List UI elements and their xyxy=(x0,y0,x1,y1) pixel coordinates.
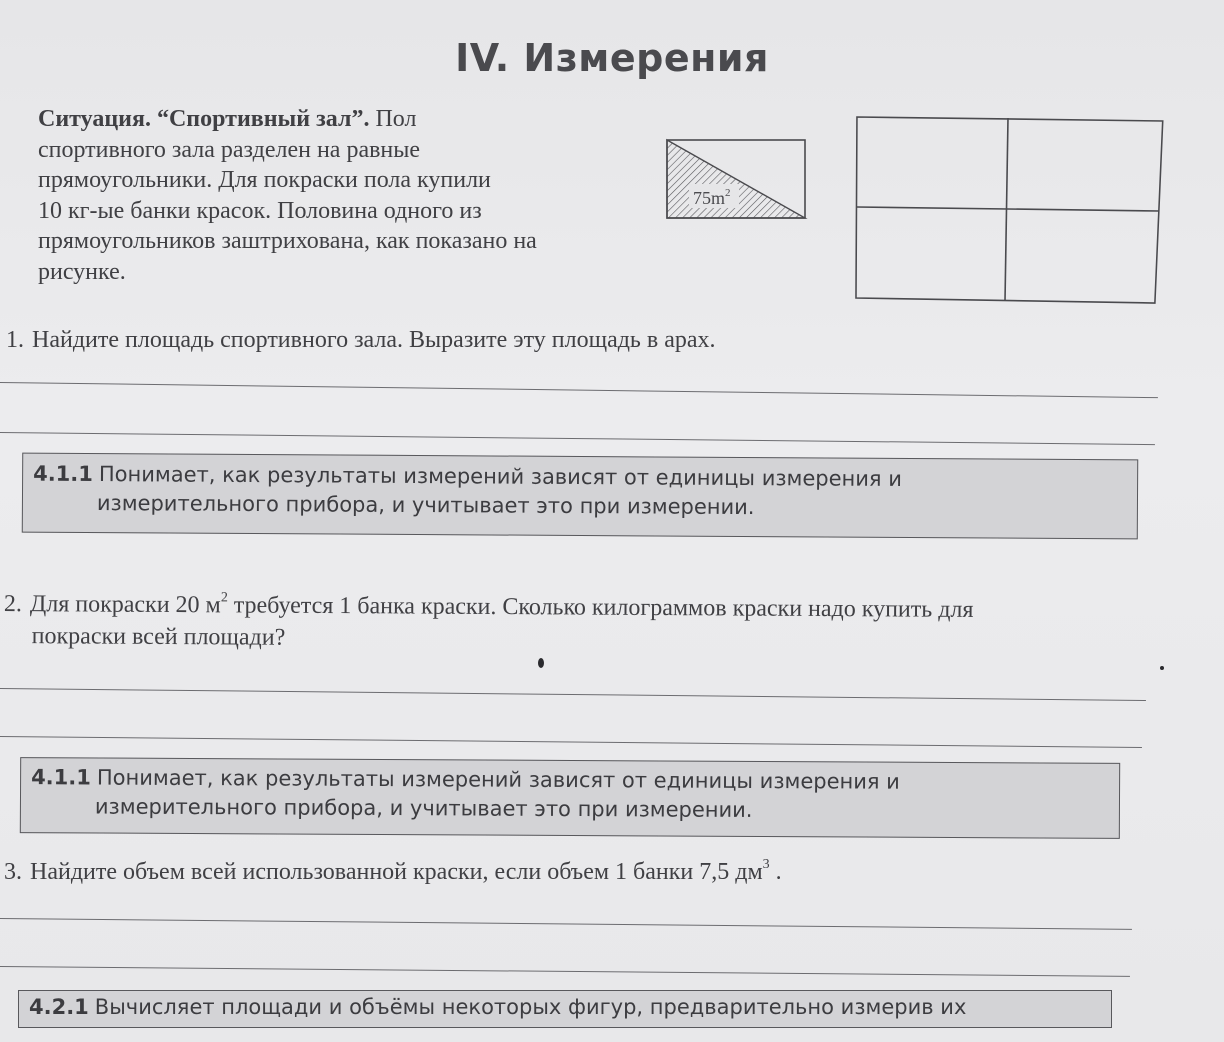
question-text: Найдите площадь спортивного зала. Выразите эту площадь в арах. xyxy=(32,327,716,353)
criterion-text: измерительного прибора, и учитывает это при измерении. xyxy=(94,794,753,822)
question-text: требуется 1 банка краски. Сколько килограммов краски надо купить для xyxy=(227,592,974,623)
exponent: 3 xyxy=(762,857,770,872)
situation-line: прямоугольники. Для покраски пола купили xyxy=(38,167,491,193)
hatched-rectangle-figure xyxy=(663,138,809,222)
situation-line: прямоугольников заштрихована, как показано на xyxy=(38,228,537,254)
area-label: $75m^2$ xyxy=(693,187,731,208)
situation-line xyxy=(38,104,638,135)
criterion-code: 4.1.1 xyxy=(33,461,93,487)
answer-line[interactable] xyxy=(0,432,1155,445)
situation-line: 10 кг-ые банки красок. Половина одного из xyxy=(38,197,482,224)
question-text: Найдите объем всей использованной краски, если объем 1 банки 7,5 дм xyxy=(30,859,763,885)
answer-line[interactable] xyxy=(0,918,1132,930)
answer-line[interactable] xyxy=(0,382,1158,398)
question-2 xyxy=(4,588,974,658)
criterion-box xyxy=(22,453,1138,540)
question-number: 3. xyxy=(4,859,22,885)
criterion-text: Вычисляет площади и объёмы некоторых фигур, предварительно измерив их xyxy=(94,995,967,1019)
criterion-text: измерительного прибора, и учитывает это при измерении. xyxy=(96,491,755,520)
situation-text xyxy=(38,104,638,287)
hall-grid-figure xyxy=(855,115,1165,305)
question-text: покраски всей площади? xyxy=(31,623,286,651)
ink-dot xyxy=(1160,666,1164,670)
situation-line-text: Пол xyxy=(369,106,417,132)
ink-dot xyxy=(538,658,544,668)
question-text: . xyxy=(769,859,782,885)
criterion-text: Понимает, как результаты измерений зависят от единицы измерения и xyxy=(96,765,900,794)
exponent: 2 xyxy=(220,590,228,606)
question-1 xyxy=(6,324,716,356)
criterion-box xyxy=(18,990,1112,1028)
answer-line[interactable] xyxy=(0,966,1130,977)
criterion-code: 4.1.1 xyxy=(31,765,91,790)
situation-label: Ситуация. “Спортивный зал”. xyxy=(38,106,370,132)
situation-line: рисунке. xyxy=(38,258,126,285)
page-title: IV. Измерения xyxy=(455,36,769,80)
question-number: 2. xyxy=(3,590,22,618)
criterion-text: Понимает, как результаты измерений зависят от единицы измерения и xyxy=(98,462,902,491)
question-text: Для покраски 20 м xyxy=(29,591,221,619)
question-number: 1. xyxy=(6,327,24,353)
answer-line[interactable] xyxy=(0,688,1146,701)
answer-line[interactable] xyxy=(0,736,1142,748)
question-3 xyxy=(4,856,782,888)
criterion-box xyxy=(20,757,1120,839)
criterion-code: 4.2.1 xyxy=(29,995,89,1019)
situation-line: спортивного зала разделен на равные xyxy=(38,136,421,163)
